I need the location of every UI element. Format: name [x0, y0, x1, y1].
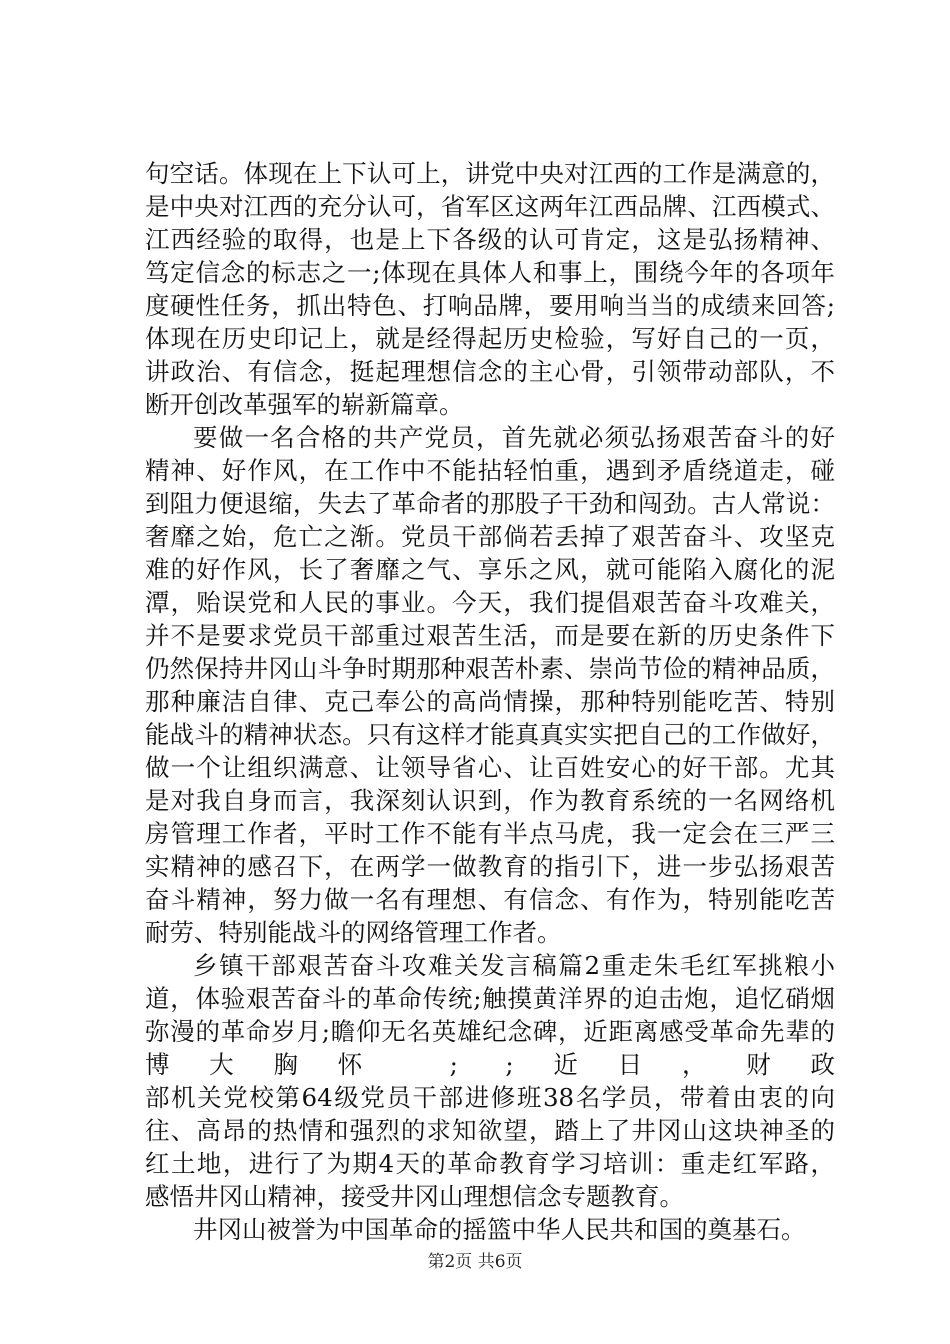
- text-line: 耐劳、特别能战斗的网络管理工作者。: [145, 918, 562, 947]
- text-line: 并不是要求党员干部重过艰苦生活，而是要在新的历史条件下: [145, 621, 835, 650]
- text-line: 仍然保持井冈山斗争时期那种艰苦朴素、崇尚节俭的精神品质，: [145, 654, 835, 683]
- text-line: 实精神的感召下，在两学一做教育的指引下，进一步弘扬艰苦: [145, 852, 835, 881]
- text-line: 是对我自身而言，我深刻认识到，作为教育系统的一名网络机: [145, 786, 835, 815]
- text-line: 能战斗的精神状态。只有这样才能真真实实把自己的工作做好，: [145, 720, 835, 749]
- text-line: 讲政治、有信念，挺起理想信念的主心骨，引领带动部队，不: [145, 357, 835, 386]
- text-line: 笃定信念的标志之一;体现在具体人和事上，围绕今年的各项年: [145, 258, 835, 287]
- text-line: 句空话。体现在上下认可上，讲党中央对江西的工作是满意的，: [145, 159, 835, 188]
- text-line: 要做一名合格的共产党员，首先就必须弘扬艰苦奋斗的好: [193, 423, 835, 452]
- text-line: 井冈山被誉为中国革命的摇篮中华人民共和国的奠基石。: [193, 1215, 806, 1244]
- paragraph-2: [145, 421, 835, 949]
- document-body: [145, 157, 835, 1246]
- text-line: 到阻力便退缩，失去了革命者的那股子干劲和闯劲。古人常说：: [145, 489, 835, 518]
- text-line: 度硬性任务，抓出特色、打响品牌，要用响当当的成绩来回答;: [145, 291, 835, 320]
- text-line: 精神、好作风，在工作中不能拈轻怕重，遇到矛盾绕道走，碰: [145, 456, 835, 485]
- text-line: 博大胸怀 ; ;近日，财政: [145, 1050, 835, 1079]
- text-line: 体现在历史印记上，就是经得起历史检验，写好自己的一页，: [145, 324, 835, 353]
- paragraph-4: [145, 1213, 835, 1246]
- text-line: 奢靡之始，危亡之渐。党员干部倘若丢掉了艰苦奋斗、攻坚克: [145, 522, 835, 551]
- page-number-footer: 第2页 共6页: [427, 1252, 523, 1272]
- text-line: 江西经验的取得，也是上下各级的认可肯定，这是弘扬精神、: [145, 225, 835, 254]
- text-line: 难的好作风，长了奢靡之气、享乐之风，就可能陷入腐化的泥: [145, 555, 835, 584]
- text-line: 弥漫的革命岁月;瞻仰无名英雄纪念碑，近距离感受革命先辈的: [145, 1017, 835, 1046]
- text-line: 往、高昂的热情和强烈的求知欲望，踏上了井冈山这块神圣的: [145, 1116, 835, 1145]
- paragraph-3: [145, 949, 835, 1213]
- text-line: 做一个让组织满意、让领导省心、让百姓安心的好干部。尤其: [145, 753, 835, 782]
- text-line: 是中央对江西的充分认可，省军区这两年江西品牌、江西模式、: [145, 192, 835, 221]
- paragraph-1: [145, 157, 835, 421]
- text-line: 乡镇干部艰苦奋斗攻难关发言稿篇2重走朱毛红军挑粮小: [193, 951, 835, 980]
- text-line: 红土地，进行了为期4天的革命教育学习培训：重走红军路，: [145, 1149, 835, 1178]
- text-line: 奋斗精神，努力做一名有理想、有信念、有作为，特别能吃苦: [145, 885, 835, 914]
- text-line: 断开创改革强军的崭新篇章。: [145, 390, 464, 419]
- text-line: 道，体验艰苦奋斗的革命传统;触摸黄洋界的迫击炮，追忆硝烟: [145, 984, 835, 1013]
- text-line: 感悟井冈山精神，接受井冈山理想信念专题教育。: [145, 1182, 684, 1211]
- text-line: 那种廉洁自律、克己奉公的高尚情操，那种特别能吃苦、特别: [145, 687, 835, 716]
- text-line: 房管理工作者，平时工作不能有半点马虎，我一定会在三严三: [145, 819, 835, 848]
- text-line: 潭，贻误党和人民的事业。今天，我们提倡艰苦奋斗攻难关，: [145, 588, 835, 617]
- text-line: 部机关党校第64级党员干部进修班38名学员，带着由衷的向: [145, 1083, 835, 1112]
